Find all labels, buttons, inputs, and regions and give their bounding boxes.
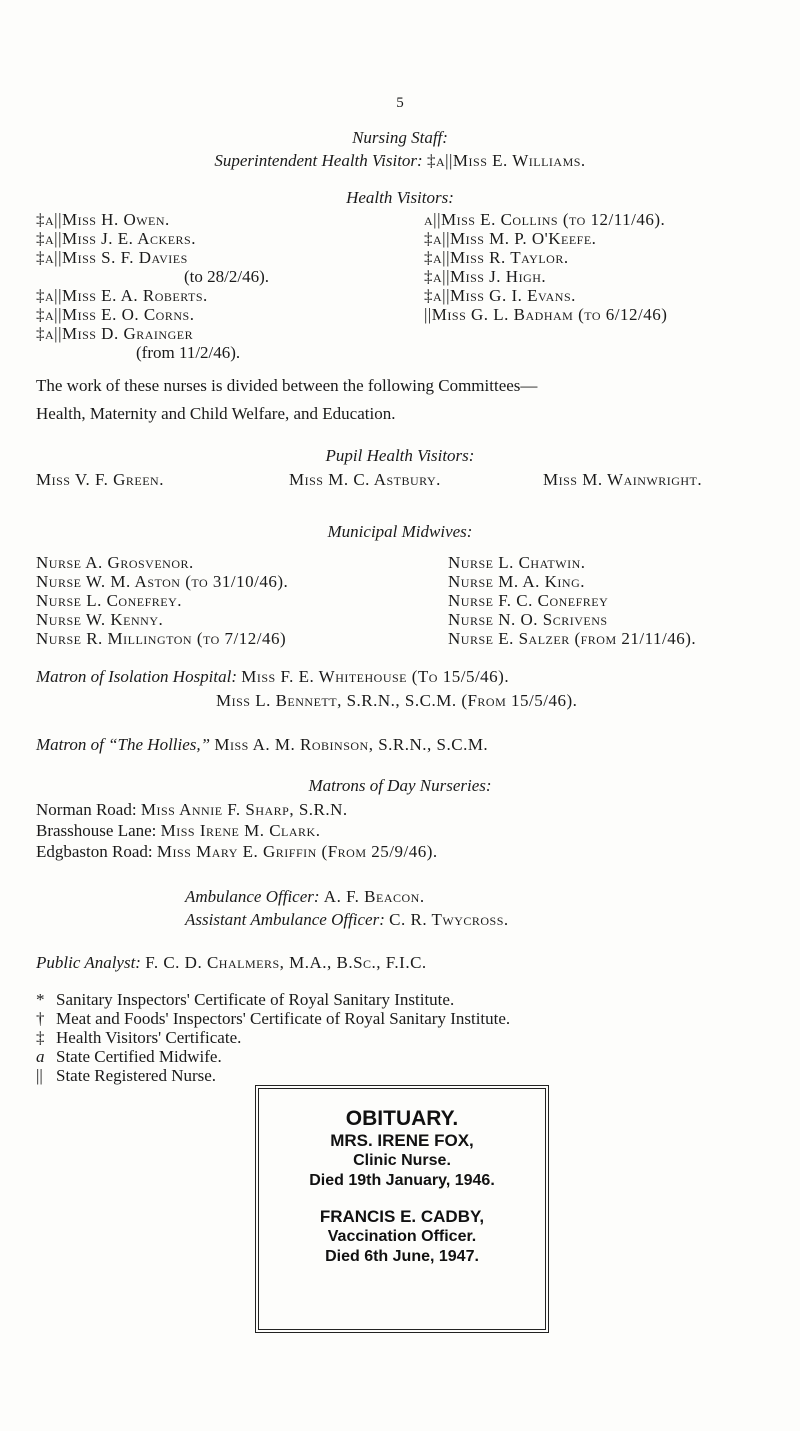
superintendent-name: ‡a||Miss E. Williams. <box>426 151 586 170</box>
key-text: State Certified Midwife. <box>56 1047 222 1066</box>
health-visitor-entry: ‡a||Miss D. Grainger <box>36 324 194 343</box>
key-row <box>36 1009 776 1028</box>
midwife-entry: Nurse W. Kenny. <box>36 610 164 629</box>
ambulance-officer-label: Ambulance Officer: <box>185 887 320 906</box>
nursing-staff-heading: Nursing Staff: <box>352 128 448 147</box>
key-row <box>36 1047 776 1066</box>
key-row <box>36 1028 776 1047</box>
public-analyst-label: Public Analyst: <box>36 953 141 972</box>
health-visitor-entry: ‡a||Miss M. P. O'Keefe. <box>424 229 597 248</box>
day-nursery-row <box>36 842 438 862</box>
day-nursery-place: Edgbaston Road: <box>36 842 153 861</box>
health-visitors-heading: Health Visitors: <box>346 188 454 207</box>
hollies-matron-line <box>36 735 488 755</box>
isolation-matron-label: Matron of Isolation Hospital: <box>36 667 238 686</box>
health-visitor-note: (from 11/2/46). <box>136 343 241 362</box>
day-nursery-row <box>36 821 320 841</box>
obituary-date: Died 19th January, 1946. <box>309 1172 495 1189</box>
health-visitor-note: (to 28/2/46). <box>184 267 269 286</box>
page-number: 5 <box>396 95 404 111</box>
health-visitor-entry: a||Miss E. Collins (to 12/11/46). <box>424 210 666 229</box>
key-symbol: a <box>36 1047 45 1066</box>
day-nursery-place: Norman Road: <box>36 800 137 819</box>
key-text: State Registered Nurse. <box>56 1066 217 1085</box>
pupil-health-visitor: Miss M. C. Astbury. <box>289 470 441 489</box>
superintendent-label: Superintendent Health Visitor: <box>214 151 423 170</box>
public-analyst-line <box>36 953 427 973</box>
day-nursery-matron: Miss Mary E. Griffin (From 25/9/46). <box>156 842 438 861</box>
obituary-name: FRANCIS E. CADBY, <box>319 1207 485 1226</box>
midwife-entry: Nurse M. A. King. <box>448 572 586 591</box>
assistant-ambulance-officer-name: C. R. Twycross. <box>389 910 509 929</box>
isolation-matron-name: Miss F. E. Whitehouse (To 15/5/46). <box>241 667 510 686</box>
day-nursery-place: Brasshouse Lane: <box>36 821 157 840</box>
midwives-right-column <box>448 553 788 648</box>
midwife-entry: Nurse W. M. Aston (to 31/10/46). <box>36 572 289 591</box>
pupil-health-visitor: Miss V. F. Green. <box>36 470 164 489</box>
midwife-entry: Nurse E. Salzer (from 21/11/46). <box>448 629 697 648</box>
health-visitor-entry: ‡a||Miss J. E. Ackers. <box>36 229 196 248</box>
assistant-ambulance-officer-line <box>185 910 509 930</box>
health-visitor-entry: ‡a||Miss E. O. Corns. <box>36 305 195 324</box>
ambulance-officer-name: A. F. Beacon. <box>323 887 425 906</box>
key-row <box>36 990 776 1009</box>
obituary-name: MRS. IRENE FOX, <box>330 1131 474 1150</box>
committees-note-line2: Health, Maternity and Child Welfare, and Education. <box>36 404 396 423</box>
key-row <box>36 1066 776 1085</box>
obituary-date: Died 6th June, 1947. <box>325 1248 479 1265</box>
day-nursery-matron: Miss Irene M. Clark. <box>160 821 321 840</box>
day-nursery-row <box>36 800 348 820</box>
hollies-matron-label: Matron of “The Hollies,” <box>36 735 211 754</box>
key-symbol: † <box>36 1009 45 1028</box>
municipal-midwives-heading: Municipal Midwives: <box>327 522 473 541</box>
obituary-role: Clinic Nurse. <box>353 1152 451 1169</box>
day-nurseries-heading: Matrons of Day Nurseries: <box>308 776 492 795</box>
health-visitor-entry: ||Miss G. L. Badham (to 6/12/46) <box>424 305 668 324</box>
committees-note-line1: The work of these nurses is divided between the following Committees— <box>36 376 538 395</box>
obituary-heading: OBITUARY. <box>345 1107 459 1130</box>
assistant-ambulance-officer-label: Assistant Ambulance Officer: <box>185 910 385 929</box>
health-visitor-entry: ‡a||Miss J. High. <box>424 267 547 286</box>
midwife-entry: Nurse F. C. Conefrey <box>448 591 609 610</box>
key-symbol: ‡ <box>36 1028 45 1047</box>
key-text: Health Visitors' Certificate. <box>56 1028 242 1047</box>
midwife-entry: Nurse A. Grosvenor. <box>36 553 194 572</box>
key-text: Meat and Foods' Inspectors' Certificate of Royal Sanitary Institute. <box>56 1009 511 1028</box>
health-visitor-entry: ‡a||Miss S. F. Davies <box>36 248 188 267</box>
key-text: Sanitary Inspectors' Certificate of Royal Sanitary Institute. <box>56 990 455 1009</box>
ambulance-officer-line <box>185 887 425 907</box>
midwife-entry: Nurse L. Chatwin. <box>448 553 586 572</box>
midwife-entry: Nurse L. Conefrey. <box>36 591 183 610</box>
midwife-entry: Nurse N. O. Scrivens <box>448 610 608 629</box>
key-symbol: || <box>36 1066 43 1085</box>
health-visitor-entry: ‡a||Miss E. A. Roberts. <box>36 286 208 305</box>
superintendent-line <box>0 151 800 171</box>
isolation-matron-line1 <box>36 667 509 687</box>
obituary-box <box>258 1088 546 1330</box>
health-visitors-right-column <box>424 210 784 324</box>
key-symbol: * <box>36 990 45 1009</box>
midwives-left-column <box>36 553 436 648</box>
isolation-matron-line2: Miss L. Bennett, S.R.N., S.C.M. (From 15/5/46). <box>216 691 578 710</box>
health-visitor-entry: ‡a||Miss R. Taylor. <box>424 248 569 267</box>
day-nursery-matron: Miss Annie F. Sharp, S.R.N. <box>140 800 348 819</box>
hollies-matron-name: Miss A. M. Robinson, S.R.N., S.C.M. <box>214 735 489 754</box>
public-analyst-name: F. C. D. Chalmers, M.A., B.Sc., F.I.C. <box>145 953 427 972</box>
health-visitor-entry: ‡a||Miss G. I. Evans. <box>424 286 576 305</box>
health-visitors-left-column <box>36 210 366 362</box>
pupil-health-visitors-heading: Pupil Health Visitors: <box>325 446 475 465</box>
obituary-role: Vaccination Officer. <box>327 1228 477 1245</box>
midwife-entry: Nurse R. Millington (to 7/12/46) <box>36 629 287 648</box>
qualifications-key <box>36 990 776 1085</box>
pupil-health-visitor: Miss M. Wainwright. <box>543 470 703 489</box>
health-visitor-entry: ‡a||Miss H. Owen. <box>36 210 170 229</box>
